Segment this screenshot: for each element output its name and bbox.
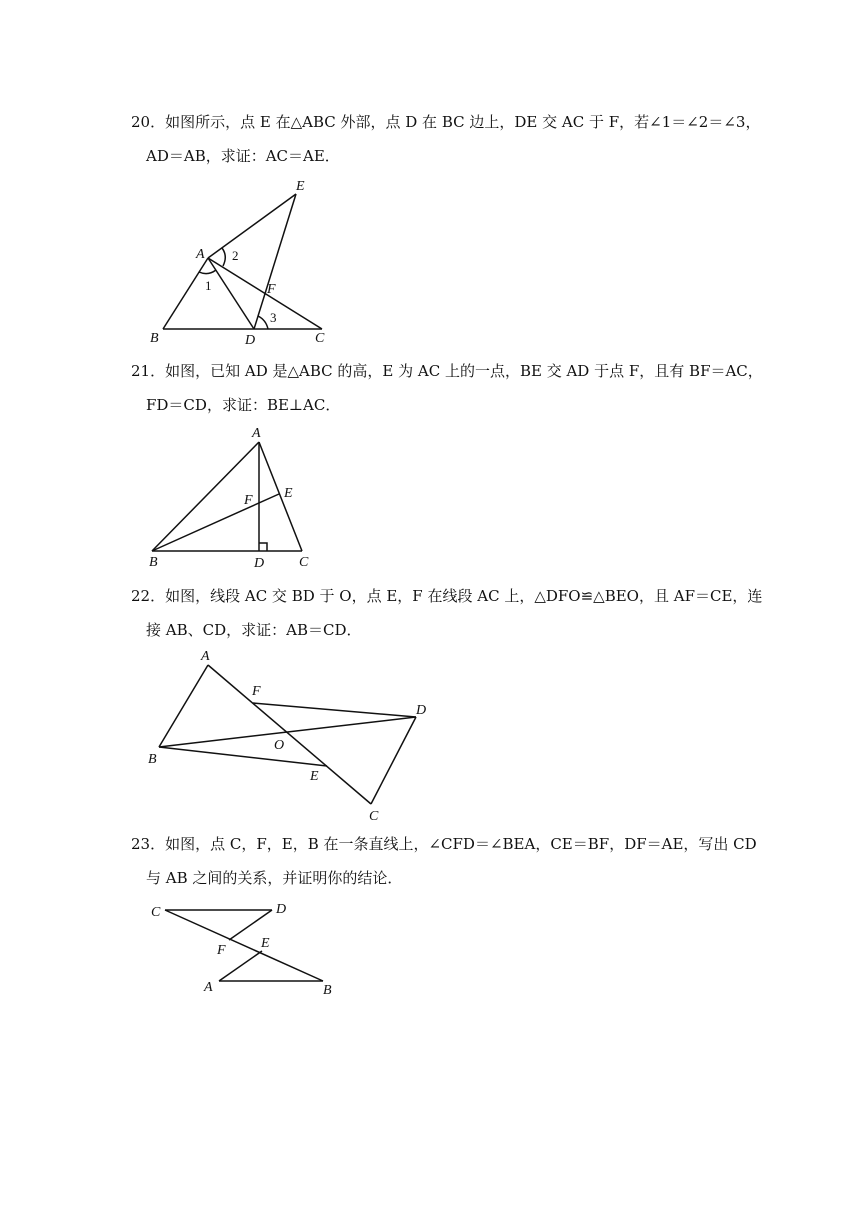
label-b: B (323, 983, 332, 998)
label-e: E (261, 936, 270, 951)
label-d: D (416, 703, 427, 718)
label-a: A (201, 649, 210, 664)
angle-label-2: 2 (232, 248, 239, 263)
label-e: E (310, 769, 319, 784)
problem-23-text-line1: 23．如图，点 C，F，E，B 在一条直线上，∠CFD＝∠BEA，CE＝BF，DF＝AE，写出 CD (131, 835, 757, 853)
label-a: A (252, 426, 261, 441)
label-c: C (299, 555, 309, 570)
label-b: B (148, 752, 157, 767)
label-b: B (150, 331, 159, 346)
problem-22-text-line1: 22．如图，线段 AC 交 BD 于 O，点 E，F 在线段 AC 上，△DFO≌△BEO，且 AF＝CE，连 (131, 587, 763, 605)
label-b: B (149, 555, 158, 570)
problem-20-text-line1: 20．如图所示，点 E 在△ABC 外部，点 D 在 BC 边上，DE 交 AC 于 F，若∠1＝∠2＝∠3， (131, 113, 761, 131)
label-a: A (204, 980, 213, 995)
label-d: D (276, 902, 287, 917)
label-c: C (369, 809, 379, 824)
problem-22-text-line2: 接 AB、CD，求证：AB＝CD． (146, 621, 362, 639)
label-o: O (274, 738, 285, 753)
label-f: F (252, 684, 261, 699)
problem-21-text-line1: 21．如图，已知 AD 是△ABC 的高，E 为 AC 上的一点，BE 交 AD 于点 F，且有 BF＝AC， (131, 362, 763, 380)
label-d: D (254, 556, 265, 571)
problem-20-text-line2: AD＝AB，求证：AC＝AE． (146, 147, 340, 165)
label-f: F (217, 943, 226, 958)
label-c: C (151, 905, 161, 920)
label-a: A (196, 247, 205, 262)
problem-21-text-line2: FD＝CD，求证：BE⊥AC． (146, 396, 341, 414)
label-c: C (315, 331, 325, 346)
label-f: F (267, 282, 276, 297)
label-e: E (284, 486, 293, 501)
angle-label-3: 3 (270, 310, 277, 325)
segment-cb (165, 910, 323, 981)
label-e: E (296, 179, 305, 194)
label-f: F (244, 493, 253, 508)
problem-23-text-line2: 与 AB 之间的关系，并证明你的结论． (146, 869, 403, 887)
label-d: D (245, 333, 256, 348)
angle-label-1: 1 (205, 278, 212, 293)
